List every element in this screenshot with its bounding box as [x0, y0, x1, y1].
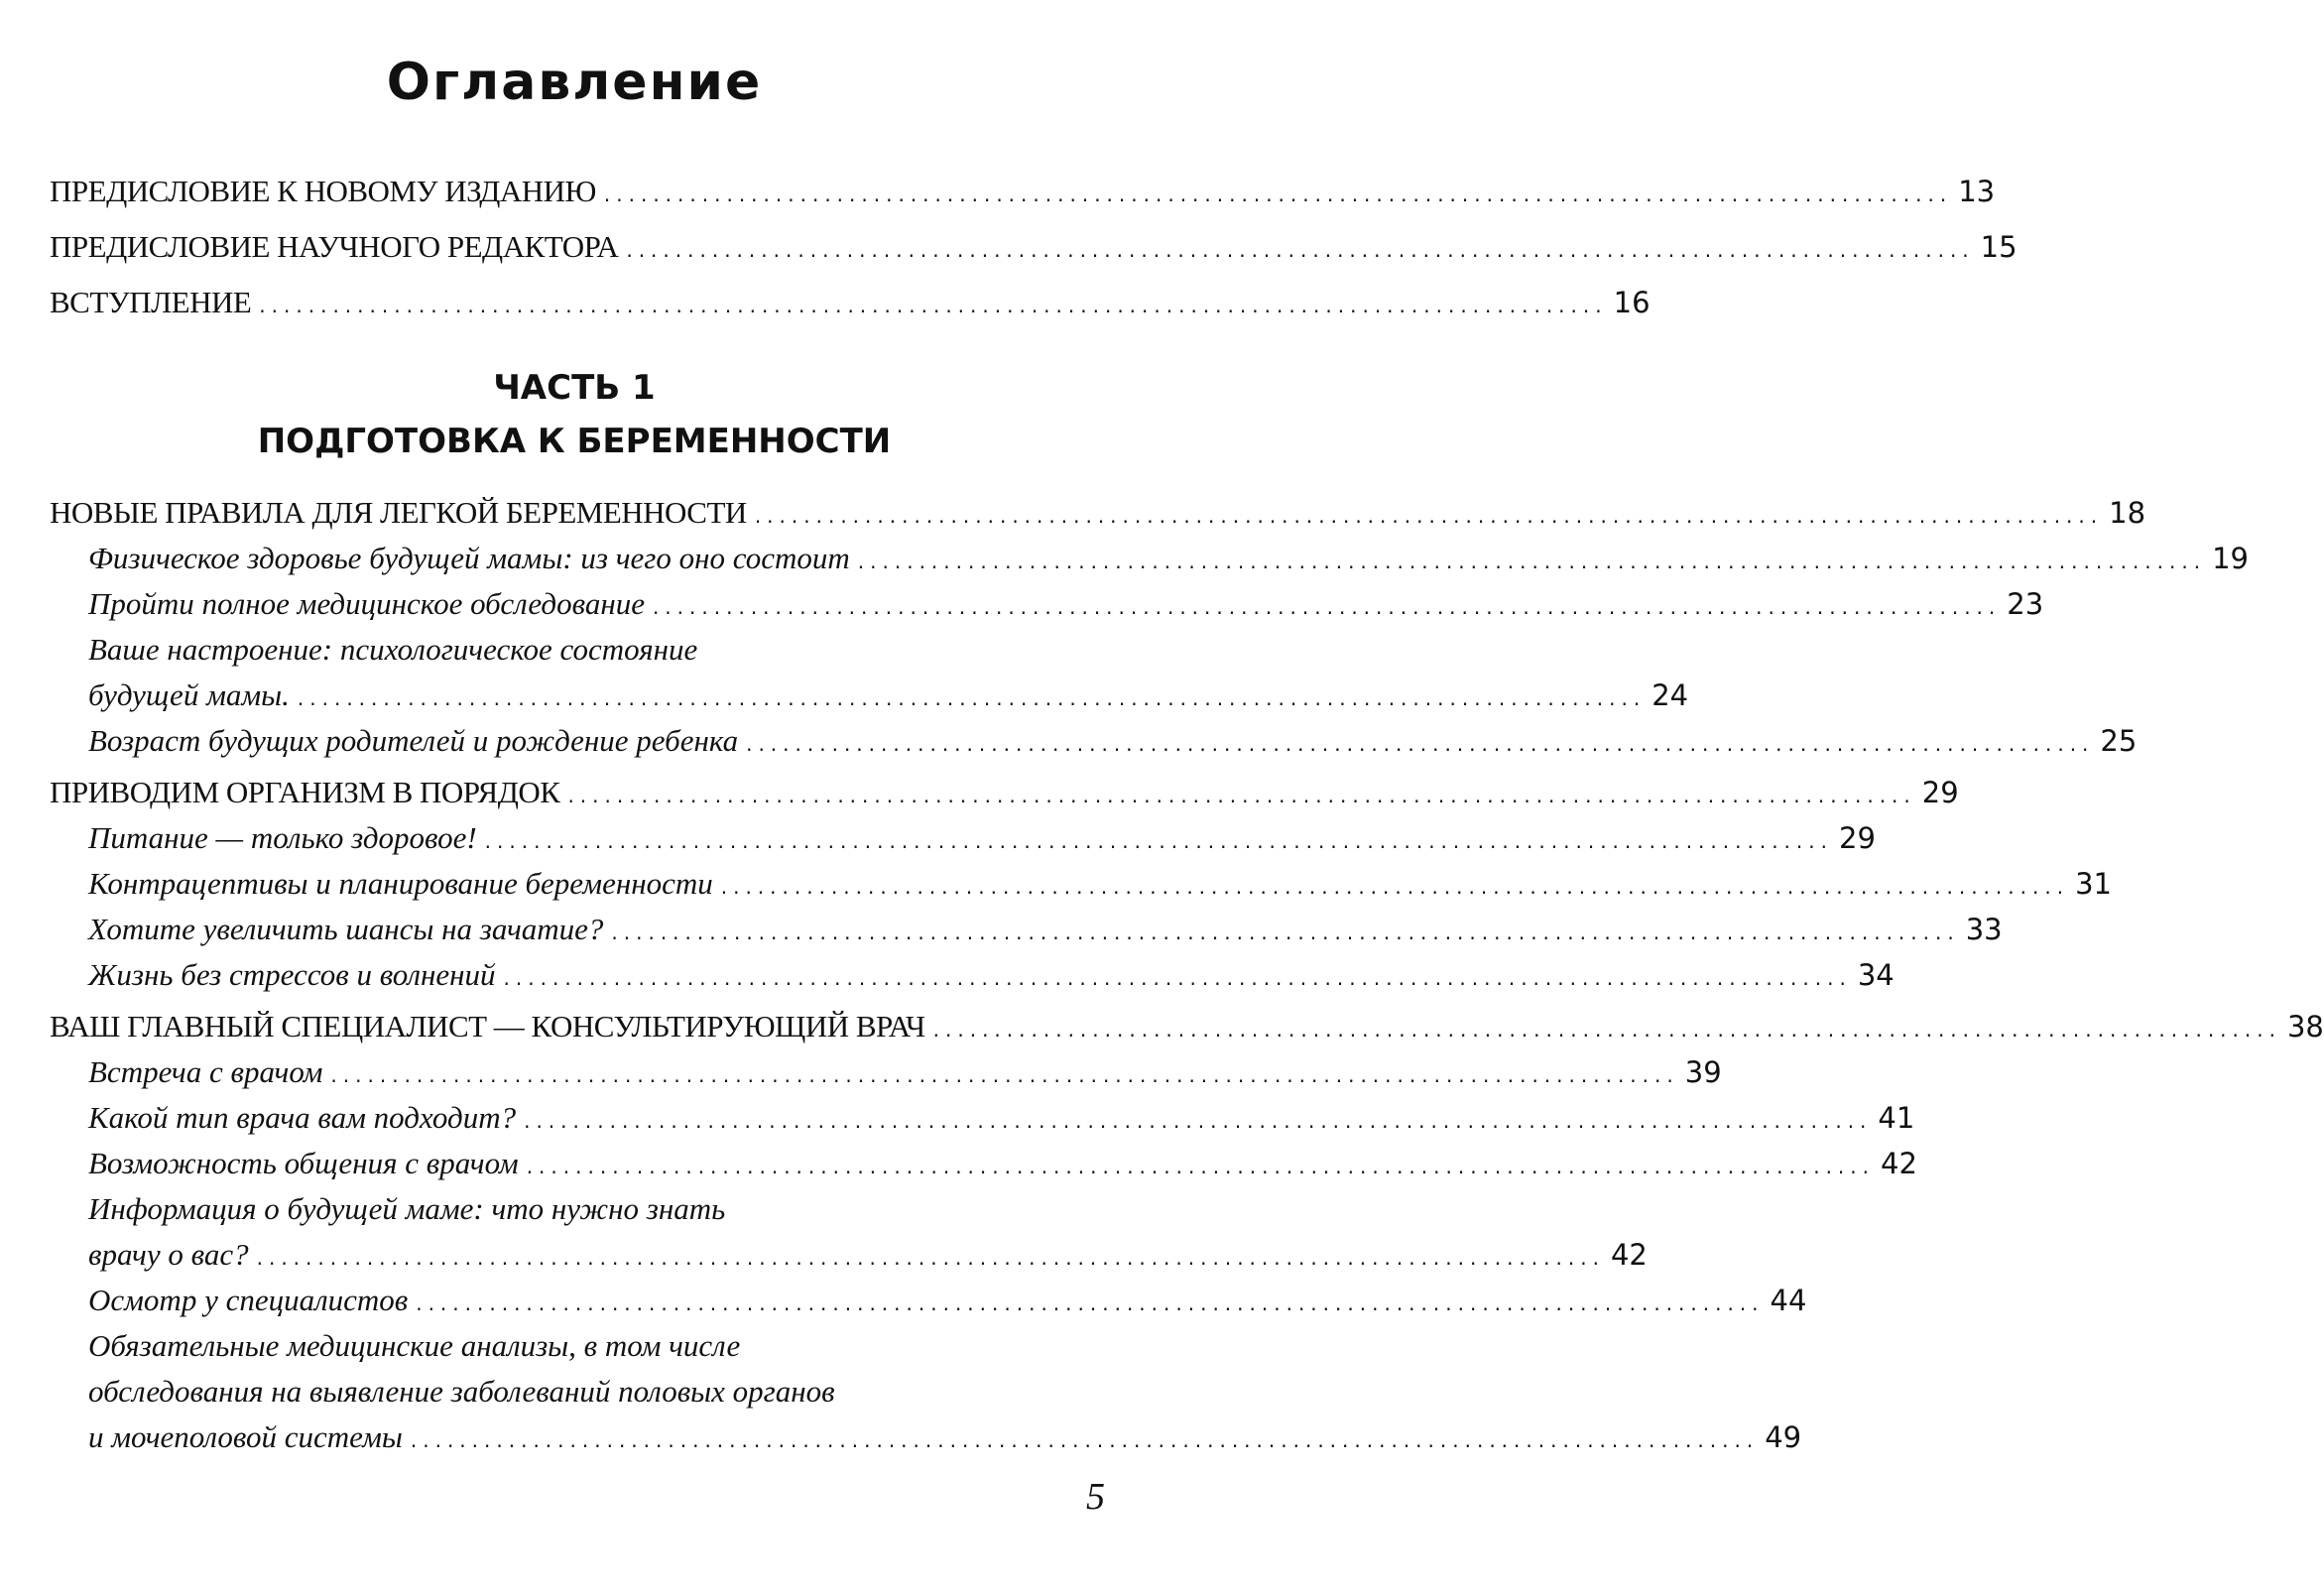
dot-leader: .............................................................................................................. — [932, 1018, 2281, 1042]
dot-leader: .............................................................................................................. — [503, 966, 1852, 990]
dot-leader: .............................................................................................................. — [416, 1291, 1765, 1315]
toc-page-number: 39 — [1684, 1055, 1722, 1089]
dot-leader: .............................................................................................................. — [720, 875, 2070, 899]
toc-page-number: 34 — [1857, 958, 1895, 992]
toc-page-number: 23 — [2007, 587, 2044, 621]
toc-chapter-2[interactable] — [50, 770, 1959, 815]
toc-entry-text: Какой тип врача вам подходит? — [88, 1100, 517, 1135]
toc-page-number: 41 — [1878, 1101, 1915, 1135]
toc-section-first-line: Ваше настроение: психологическое состояние — [88, 632, 698, 667]
toc-entry-text: Возраст будущих родителей и рождение ребенка — [88, 723, 739, 758]
dot-leader: .............................................................................................................. — [754, 504, 2104, 528]
toc-section[interactable] — [88, 1095, 1915, 1141]
toc-page-number: 29 — [1839, 821, 1876, 855]
page-title: Оглавление — [386, 53, 763, 112]
toc-section[interactable] — [88, 581, 2044, 627]
dot-leader: .............................................................................................................. — [259, 294, 1608, 317]
dot-leader: .............................................................................................................. — [567, 784, 1916, 807]
dot-leader: .............................................................................................................. — [746, 732, 2095, 756]
toc-section-second-line: обследования на выявление заболеваний половых органов — [88, 1374, 835, 1409]
toc-page-number: 18 — [2109, 496, 2146, 530]
toc-section[interactable] — [88, 718, 2138, 764]
toc-entry-text: Хотите увеличить шансы на зачатие? — [88, 912, 604, 946]
toc-page-number: 33 — [1965, 913, 2003, 946]
toc-entry-text: и мочеполовой системы — [88, 1419, 403, 1454]
toc-page-number: 16 — [1613, 286, 1651, 319]
toc-entry-preface-new-edition[interactable] — [50, 169, 1996, 214]
dot-leader: .............................................................................................................. — [626, 238, 1975, 262]
dot-leader: .............................................................................................................. — [857, 550, 2207, 573]
part-number-heading: ЧАСТЬ 1 — [493, 368, 656, 408]
toc-section[interactable] — [88, 815, 1876, 861]
toc-page-number: 25 — [2100, 724, 2138, 758]
toc-page-number: 42 — [1881, 1147, 1917, 1180]
toc-page-number: 49 — [1765, 1420, 1802, 1454]
dot-leader: .............................................................................................................. — [652, 595, 2002, 619]
dot-leader: .............................................................................................................. — [297, 686, 1647, 710]
toc-entry-text: Контрацептивы и планирование беременности — [88, 866, 713, 901]
toc-entry-text: ПРИВОДИМ ОРГАНИЗМ В ПОРЯДОК — [50, 775, 560, 809]
part-title-heading: ПОДГОТОВКА К БЕРЕМЕННОСТИ — [257, 422, 892, 461]
toc-section-first-line: Информация о будущей маме: что нужно знать — [88, 1191, 726, 1226]
dot-leader: .............................................................................................................. — [611, 921, 1960, 944]
dot-leader: .............................................................................................................. — [484, 829, 1833, 853]
toc-section[interactable] — [88, 1141, 1917, 1186]
toc-page-number: 31 — [2075, 867, 2112, 901]
toc-section[interactable] — [88, 861, 2112, 907]
toc-entry-text: НОВЫЕ ПРАВИЛА ДЛЯ ЛЕГКОЙ БЕРЕМЕННОСТИ — [50, 495, 747, 530]
toc-page-number: 29 — [1921, 776, 1959, 809]
toc-section[interactable] — [88, 952, 1895, 998]
toc-section[interactable] — [88, 907, 2003, 952]
toc-section[interactable] — [88, 536, 2250, 581]
toc-entry-text: Осмотр у специалистов — [88, 1283, 409, 1317]
toc-entry-text: ПРЕДИСЛОВИЕ К НОВОМУ ИЗДАНИЮ — [50, 174, 596, 208]
toc-section[interactable] — [88, 1278, 1807, 1323]
dot-leader: .............................................................................................................. — [526, 1155, 1876, 1178]
toc-entry-editor-preface[interactable] — [50, 224, 2018, 270]
toc-chapter-1[interactable] — [50, 490, 2146, 536]
dot-leader: .............................................................................................................. — [524, 1109, 1873, 1133]
toc-entry-text: ПРЕДИСЛОВИЕ НАУЧНОГО РЕДАКТОРА — [50, 229, 619, 264]
dot-leader: .............................................................................................................. — [410, 1428, 1760, 1452]
toc-page-number: 42 — [1610, 1238, 1648, 1272]
toc-entry-text: Встреча с врачом — [88, 1054, 323, 1089]
toc-chapter-3[interactable] — [50, 1004, 2324, 1049]
toc-entry-text: Пройти полное медицинское обследование — [88, 586, 645, 621]
toc-page-number: 44 — [1770, 1284, 1807, 1317]
dot-leader: .............................................................................................................. — [330, 1063, 1679, 1087]
toc-section[interactable] — [88, 1414, 1802, 1460]
toc-entry-text: ВАШ ГЛАВНЫЙ СПЕЦИАЛИСТ — КОНСУЛЬТИРУЮЩИЙ ВРАЧ — [50, 1009, 925, 1044]
toc-page-number: 19 — [2212, 542, 2250, 575]
toc-section[interactable] — [88, 673, 1689, 718]
toc-page-number: 24 — [1651, 678, 1689, 712]
toc-section-first-line: Обязательные медицинские анализы, в том числе — [88, 1328, 741, 1363]
toc-entry-text: ВСТУПЛЕНИЕ — [50, 285, 252, 319]
toc-page-number: 38 — [2286, 1010, 2324, 1044]
toc-section[interactable] — [88, 1049, 1722, 1095]
toc-page-number: 13 — [1958, 175, 1996, 208]
dot-leader: .............................................................................................................. — [256, 1246, 1605, 1270]
toc-entry-text: врачу о вас? — [88, 1237, 249, 1272]
toc-entry-text: Питание — только здоровое! — [88, 820, 477, 855]
toc-entry-text: Возможность общения с врачом — [88, 1146, 519, 1180]
toc-page-number: 15 — [1980, 230, 2018, 264]
dot-leader: .............................................................................................................. — [603, 183, 1953, 206]
page-folio-number: 5 — [1086, 1476, 1105, 1518]
toc-entry-text: Физическое здоровье будущей мамы: из чего оно состоит — [88, 541, 850, 575]
toc-section[interactable] — [88, 1232, 1648, 1278]
toc-entry-introduction[interactable] — [50, 280, 1651, 325]
toc-entry-text: Жизнь без стрессов и волнений — [88, 957, 496, 992]
toc-entry-text: будущей мамы. — [88, 677, 290, 712]
